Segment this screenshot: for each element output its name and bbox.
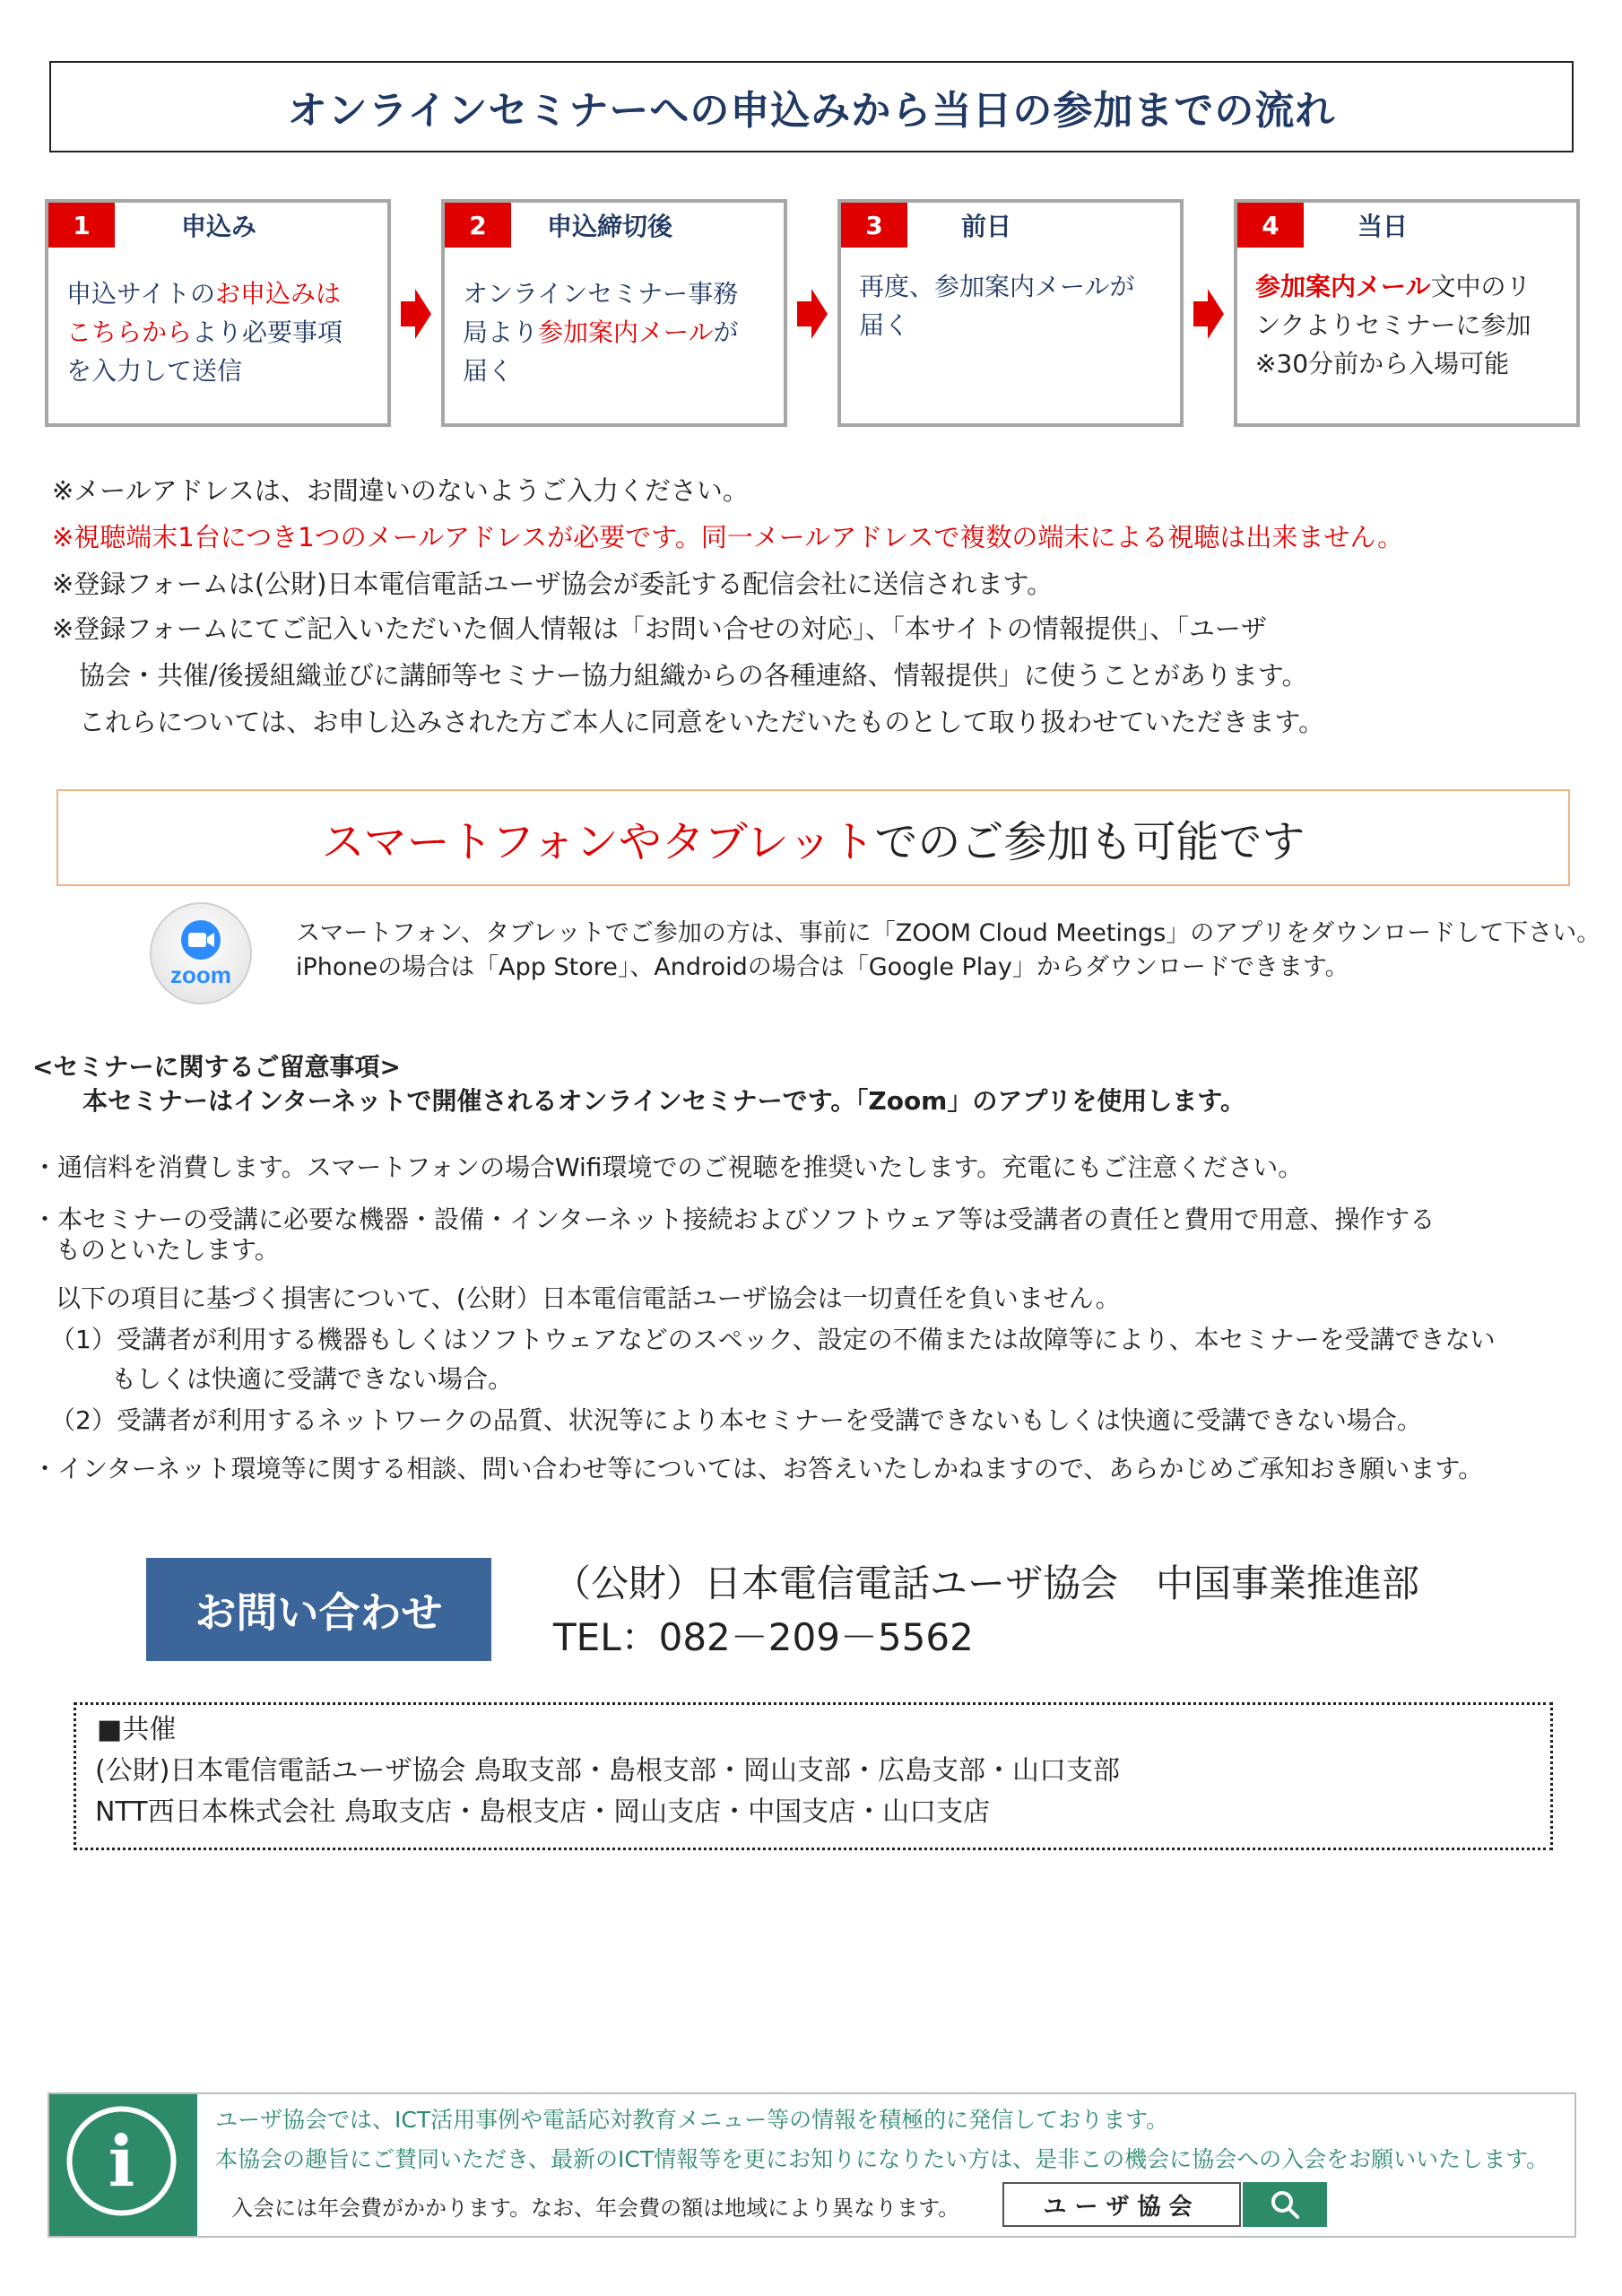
step-3-number: 3 [841, 203, 907, 248]
step-2-text-a: オンラインセミナー事務 局より [463, 279, 739, 347]
step-1-apply-link[interactable]: お申込みは こちらから [66, 279, 342, 347]
step-1-body [66, 274, 375, 390]
contact-phone: TEL：082－209－5562 [553, 1615, 974, 1659]
note-one-device: ※視聴端末1台につき1つのメールアドレスが必要です。同一メールアドレスで複数の端末による視聴は出来ません。 [52, 522, 1404, 552]
precautions-subheading: 本セミナーはインターネットで開催されるオンラインセミナーです。「Zoom」のアプリを使用します。 [82, 1086, 1245, 1116]
contact-organization: （公財）日本電信電話ユーザ協会 中国事業推進部 [553, 1561, 1420, 1605]
smartphone-highlight: スマートフォンやタブレット [321, 816, 875, 867]
step-1-number: 1 [48, 203, 115, 248]
info-icon [64, 2103, 179, 2219]
cohost-line-1: (公財)日本電信電話ユーザ協会 鳥取支部・島根支部・岡山支部・広島支部・山口支部 [95, 1755, 1120, 1787]
footer-line-1: ユーザ協会では、ICT活用事例や電話応対教育メニュー等の情報を積極的に発信しております。 [215, 2107, 1169, 2133]
step-1-card [45, 199, 391, 427]
footer-line-3: 入会には年会費がかかります。なお、年会費の額は地域により異なります。 [231, 2196, 960, 2221]
zoom-instruction-2: iPhoneの場合は「App Store」、Androidの場合は「Google Play」からダウンロードできます。 [296, 953, 1349, 981]
search-icon [1269, 2188, 1301, 2221]
info-icon-letter: i [108, 2121, 135, 2203]
step-1-heading: 申込み [181, 212, 257, 241]
step-2-number: 2 [445, 203, 511, 248]
note-privacy-3: これらについては、お申し込みされた方ご本人に同意をいただいたものとして取り扱わせていただきます。 [79, 707, 1325, 737]
cohost-heading: ■共催 [97, 1714, 177, 1745]
smartphone-rest: でのご参加も可能です [874, 816, 1305, 867]
page-title: オンラインセミナーへの申込みから当日の参加までの流れ [287, 88, 1336, 134]
zoom-logo-icon [143, 900, 258, 1006]
step-3-card [837, 199, 1184, 427]
precaution-liability: 以下の項目に基づく損害について、(公財）日本電信電話ユーザ協会は一切責任を負いません。 [56, 1283, 1121, 1313]
step-3-body [859, 267, 1167, 344]
step-2-text-b: が 届く [463, 317, 739, 386]
step-3-text: 再度、参加案内メールが 届く [859, 272, 1135, 340]
arrow-right-icon [401, 289, 431, 339]
precaution-bullet-1: ・通信料を消費します。スマートフォンの場合Wifi環境でのご視聴を推奨いたします。充電にもご注意ください。 [32, 1152, 1304, 1182]
step-2-text-highlight: 参加案内メール [538, 317, 714, 347]
contact-label: お問い合わせ [146, 1558, 491, 1661]
precautions-heading: <セミナーに関するご留意事項> [32, 1052, 401, 1082]
step-2-body [463, 274, 771, 390]
step-2-heading: 申込締切後 [547, 212, 673, 241]
zoom-instruction-1: スマートフォン、タブレットでご参加の方は、事前に「ZOOM Cloud Meetings」のアプリをダウンロードして下さい。 [296, 919, 1601, 947]
step-4-text-highlight: 参加案内メール [1255, 272, 1431, 301]
page-title-box [49, 61, 1574, 152]
step-4-heading: 当日 [1357, 212, 1409, 241]
precaution-bullet-2a: ・本セミナーの受講に必要な機器・設備・インターネット接続およびソフトウェア等は受講者の責任と費用で用意、操作する [32, 1205, 1436, 1234]
arrow-right-icon [1193, 289, 1224, 339]
zoom-logo-text: zoom [170, 961, 231, 988]
precaution-item-2: （2）受講者が利用するネットワークの品質、状況等により本セミナーを受講できないもしくは快適に受講できない場合。 [50, 1405, 1422, 1435]
step-1-text-b: より必要事項 を入力して送信 [66, 317, 343, 386]
step-4-text: 文中のリ ンクよりセミナーに参加 ※30分前から入場可能 [1255, 272, 1531, 378]
smartphone-banner [56, 789, 1570, 886]
step-4-body [1255, 267, 1564, 383]
step-1-text-a: 申込サイトの [66, 279, 216, 309]
step-2-card [441, 199, 787, 427]
footer-line-2: 本協会の趣旨にご賛同いただき、最新のICT情報等を更にお知りになりたい方は、是非この機会に協会への入会をお願いいたします。 [215, 2146, 1549, 2172]
arrow-right-icon [797, 289, 828, 339]
step-3-heading: 前日 [961, 212, 1012, 241]
cohost-line-2: NTT西日本株式会社 鳥取支店・島根支店・岡山支店・中国支店・山口支店 [95, 1796, 991, 1828]
note-email: ※メールアドレスは、お間違いのないようご入力ください。 [52, 475, 749, 506]
step-4-number: 4 [1237, 203, 1304, 248]
note-privacy-1: ※登録フォームにてご記入いただいた個人情報は「お問い合せの対応」、「本サイトの情報提供」、「ユーザ [52, 613, 1267, 644]
precaution-item-1b: もしくは快適に受講できない場合。 [111, 1364, 514, 1394]
note-form: ※登録フォームは(公財)日本電信電話ユーザ協会が委託する配信会社に送信されます。 [52, 569, 1054, 599]
note-privacy-2: 協会・共催/後援組織並びに講師等セミナー協力組織からの各種連絡、情報提供」に使うことがあります。 [79, 660, 1308, 691]
precaution-bullet-2b: ものといたします。 [56, 1235, 280, 1265]
search-button[interactable] [1243, 2182, 1327, 2227]
precaution-item-1a: （1）受講者が利用する機器もしくはソフトウェアなどのスペック、設定の不備または故障等により、本セミナーを受講できない [50, 1325, 1496, 1354]
precaution-bullet-3: ・インターネット環境等に関する相談、問い合わせ等については、お答えいたしかねますので、あらかじめご承知おき願います。 [32, 1454, 1484, 1483]
step-4-card [1234, 199, 1580, 427]
search-input[interactable]: ユーザ協会 [1002, 2182, 1241, 2227]
